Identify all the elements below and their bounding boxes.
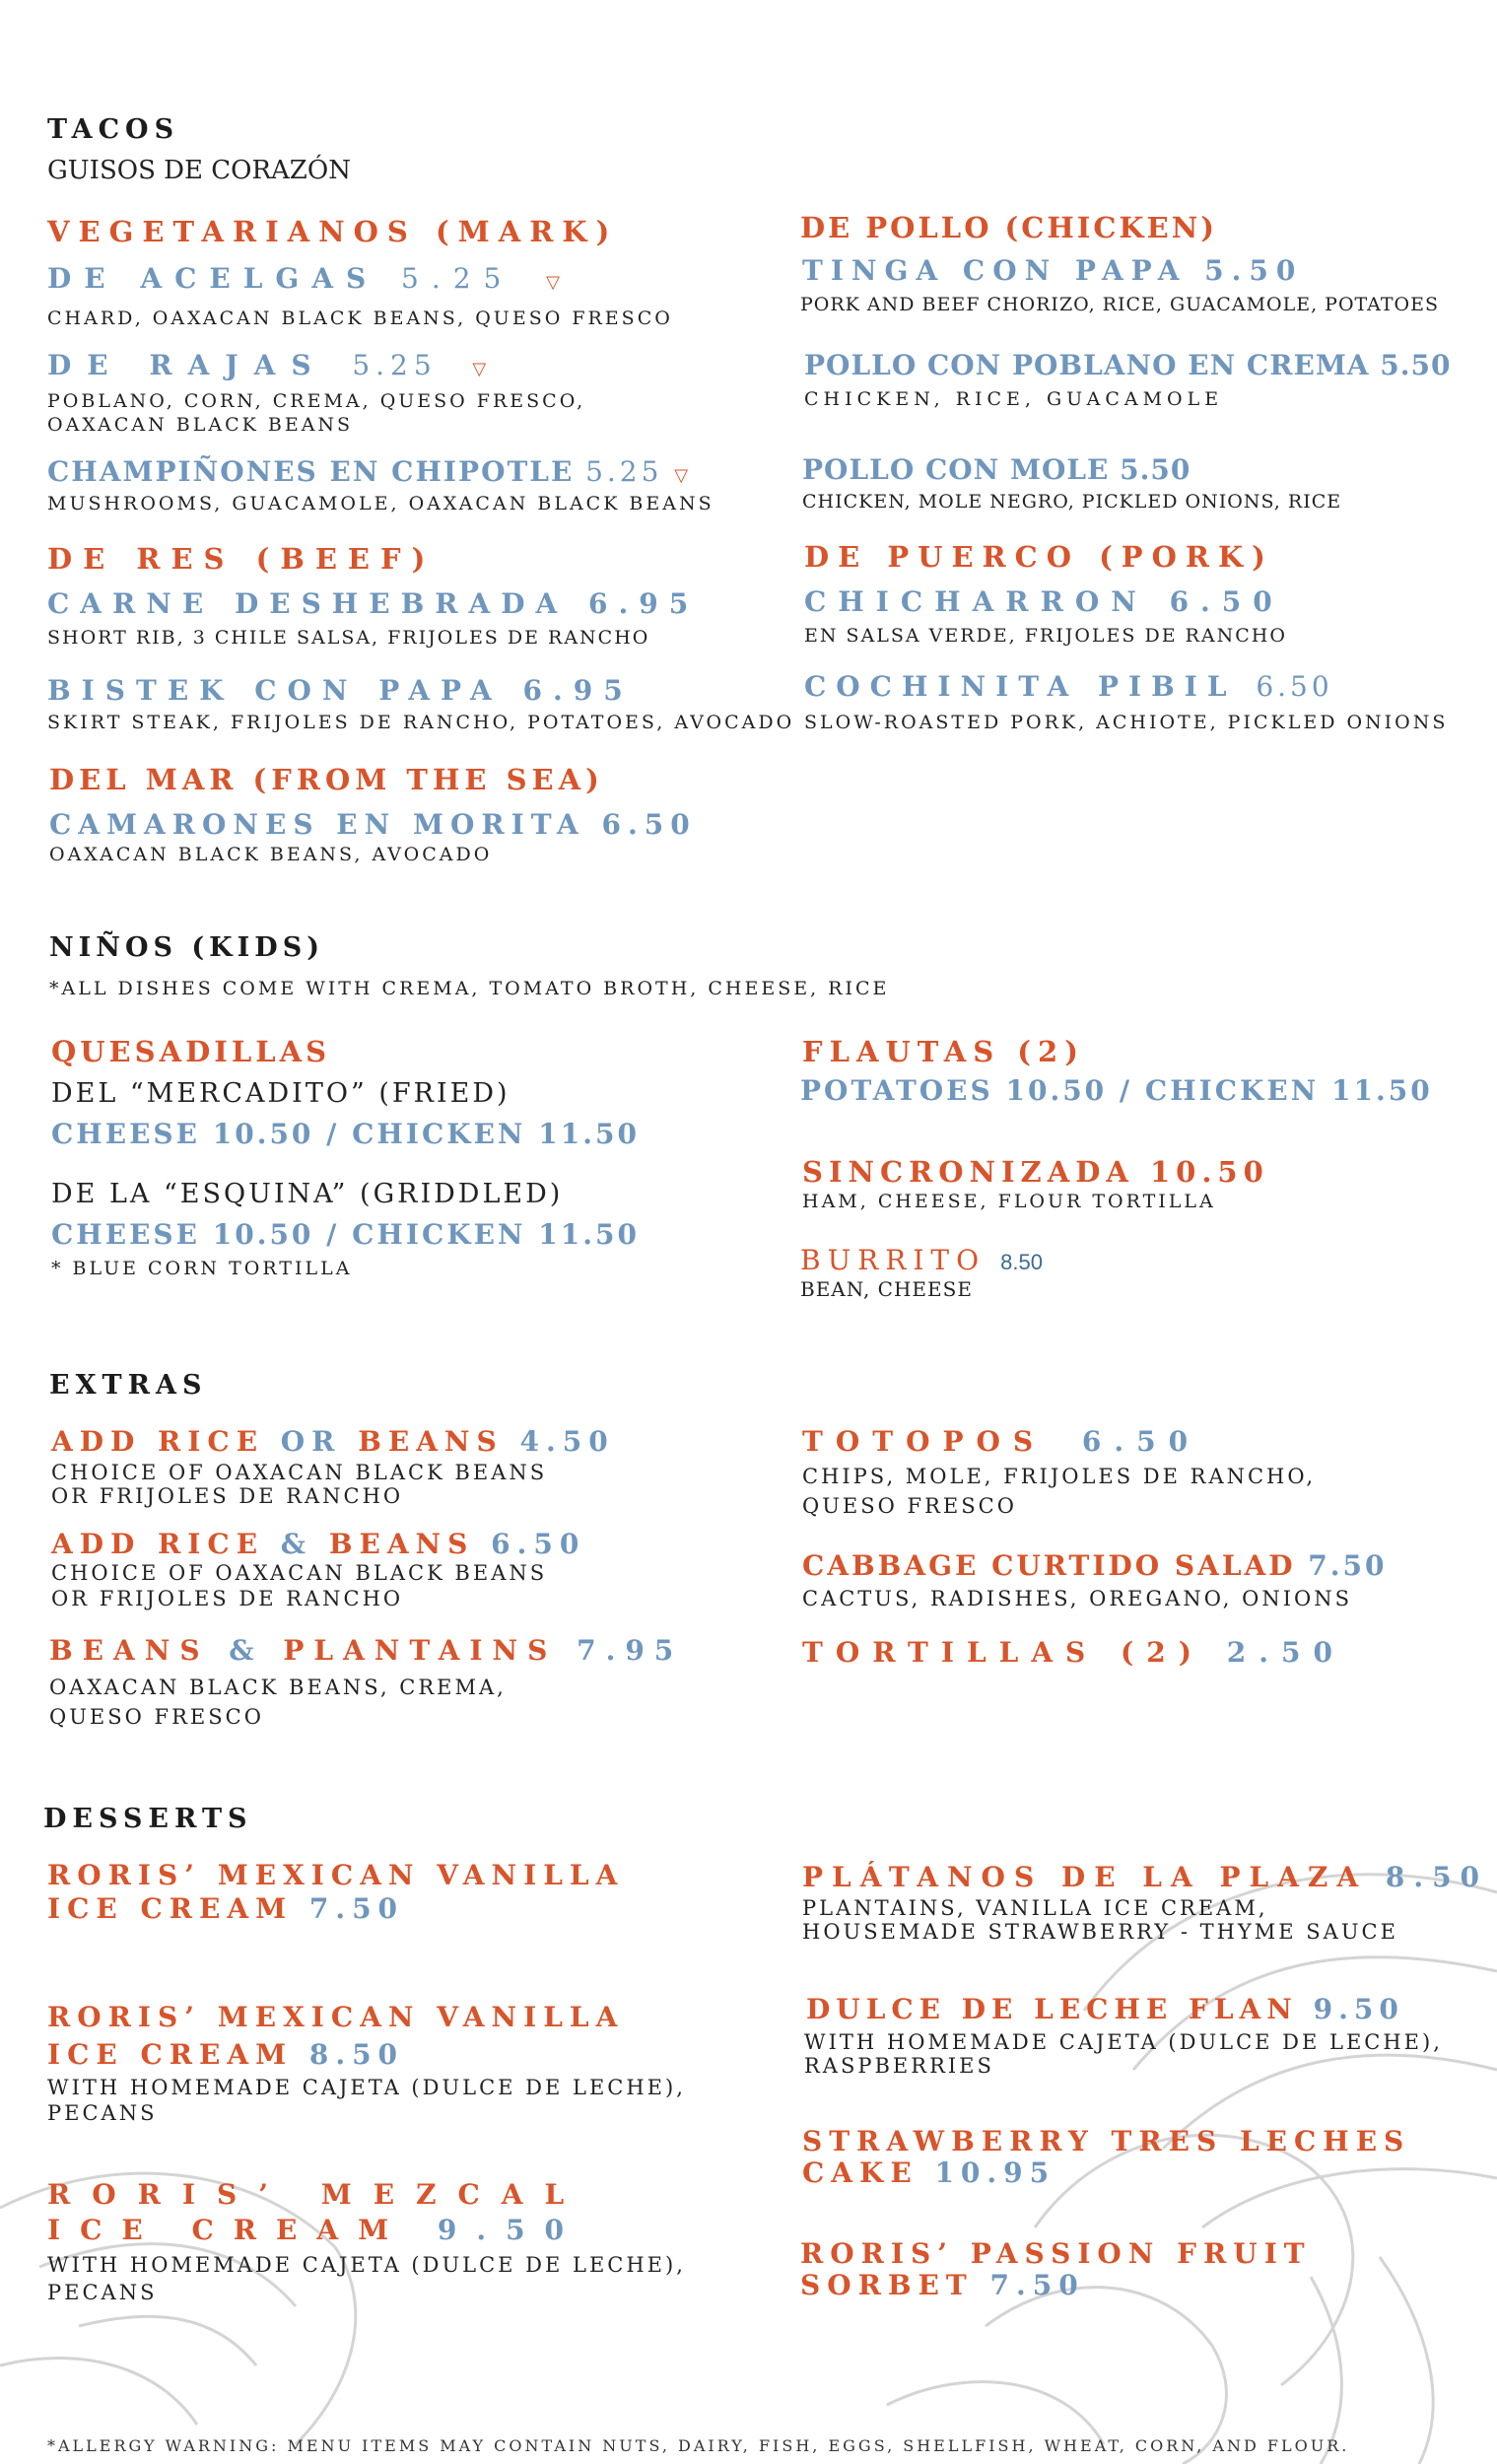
category-del-mar: DEL MAR (FROM THE SEA) (49, 763, 604, 796)
item-desc-de-acelgas: CHARD, OAXACAN BLACK BEANS, QUESO FRESCO (47, 308, 673, 329)
menu-item-de-acelgas (47, 262, 573, 295)
item-desc-cochinita-pibil: SLOW-ROASTED PORK, ACHIOTE, PICKLED ONIONS (804, 712, 1449, 733)
item-price: 5.25 (585, 455, 663, 488)
menu-item-chicharron (804, 585, 1284, 618)
menu-item-add-rice-or-beans (51, 1425, 615, 1458)
item-desc-plantains: OAXACAN BLACK BEANS, CREMA, (49, 1676, 507, 1699)
item-name: POLLO CON MOLE (802, 453, 1110, 486)
category-vegetarianos: VEGETARIANOS (MARK) (47, 215, 619, 248)
item-desc-chicharron: EN SALSA VERDE, FRIJOLES DE RANCHO (804, 625, 1287, 647)
item-name: BURRITO (800, 1244, 987, 1276)
dessert-d1-line2 (47, 1892, 404, 1925)
quesadilla-fried-prices: CHEESE 10.50 / CHICKEN 11.50 (51, 1118, 640, 1150)
dessert-d7-line1: RORIS’ PASSION FRUIT (800, 2237, 1312, 2270)
item-price: 6.50 (1169, 585, 1284, 618)
category-quesadillas: QUESADILLAS (51, 1035, 331, 1068)
item-name-a: ADD RICE (51, 1528, 265, 1560)
item-desc-rice-or: CHOICE OF OAXACAN BLACK BEANS (51, 1461, 548, 1484)
dessert-d2-line2 (47, 2038, 404, 2071)
item-name: DE RAJAS (47, 349, 327, 381)
dessert-d3-line2 (47, 2214, 583, 2246)
item-desc-camarones: OAXACAN BLACK BEANS, AVOCADO (49, 844, 493, 865)
menu-item-carne-deshebrada (47, 587, 699, 620)
item-desc-tinga-con-papa: PORK AND BEEF CHORIZO, RICE, GUACAMOLE, POTATOES (800, 294, 1439, 315)
item-name: CHAMPIÑONES EN CHIPOTLE (47, 455, 575, 488)
menu-item-de-rajas (47, 349, 502, 381)
item-name-b: BEANS (358, 1425, 504, 1458)
dessert-d6-line1: STRAWBERRY TRES LECHES (802, 2125, 1411, 2157)
item-desc-de-rajas-2: OAXACAN BLACK BEANS (47, 414, 354, 436)
menu-item-tortillas (802, 1636, 1345, 1669)
item-name: DULCE DE LECHE FLAN (806, 1993, 1298, 2025)
item-desc-totopos-2: QUESO FRESCO (802, 1494, 1017, 1518)
item-desc-cabbage: CACTUS, RADISHES, OREGANO, ONIONS (802, 1587, 1352, 1610)
item-name: TOTOPOS (802, 1425, 1047, 1458)
item-desc-rice-or-2: OR FRIJOLES DE RANCHO (51, 1484, 404, 1508)
item-conj: OR (280, 1425, 342, 1458)
item-desc-bistek-con-papa: SKIRT STEAK, FRIJOLES DE RANCHO, POTATOES, AVOCADO (47, 712, 795, 733)
item-price: 7.95 (577, 1634, 684, 1667)
quesadilla-fried-label: DEL “MERCADITO” (FRIED) (51, 1078, 510, 1109)
dessert-d3-line1: RORIS’ MEZCAL (47, 2178, 586, 2211)
item-desc-carne-deshebrada: SHORT RIB, 3 CHILE SALSA, FRIJOLES DE RANCHO (47, 627, 650, 649)
item-price: 6.95 (522, 674, 634, 707)
menu-item-camarones (49, 808, 697, 841)
item-conj: & (280, 1528, 313, 1560)
item-desc-sincronizada: HAM, CHEESE, FLOUR TORTILLA (802, 1191, 1216, 1212)
item-name: SORBET (800, 2269, 974, 2301)
item-price: 10.50 (1149, 1155, 1269, 1189)
dessert-d3-desc: WITH HOMEMADE CAJETA (DULCE DE LECHE), (47, 2253, 686, 2277)
item-price: 5.50 (1380, 349, 1452, 381)
item-name: DE ACELGAS (47, 262, 379, 295)
kids-note: *ALL DISHES COME WITH CREMA, TOMATO BROTH, CHEESE, RICE (49, 978, 890, 999)
item-name: BISTEK CON PAPA (47, 674, 503, 707)
dessert-d1-line1: RORIS’ MEXICAN VANILLA (47, 1859, 625, 1891)
item-name: COCHINITA PIBIL (804, 670, 1237, 703)
dessert-d4-desc-2: HOUSEMADE STRAWBERRY - THYME SAUCE (802, 1920, 1398, 1944)
category-de-pollo: DE POLLO (CHICKEN) (800, 211, 1217, 244)
vegetarian-marker-icon: ▽ (472, 359, 503, 379)
item-price: 8.50 (1000, 1250, 1043, 1274)
item-price: 7.50 (989, 2269, 1085, 2301)
item-name: CARNE DESHEBRADA (47, 587, 569, 620)
item-price: 9.50 (437, 2214, 584, 2246)
menu-item-add-rice-and-beans (51, 1528, 585, 1560)
quesadilla-griddled-label: DE LA “ESQUINA” (GRIDDLED) (51, 1179, 564, 1209)
item-desc-totopos: CHIPS, MOLE, FRIJOLES DE RANCHO, (802, 1465, 1317, 1488)
item-price: 5.25 (401, 262, 514, 295)
item-price: 10.95 (934, 2156, 1056, 2189)
section-title-tacos: TACOS (47, 114, 180, 145)
item-price: 6.95 (588, 587, 700, 620)
item-price: 4.50 (519, 1425, 615, 1458)
item-desc-de-rajas: POBLANO, CORN, CREMA, QUESO FRESCO, (47, 390, 586, 412)
item-name-a: ADD RICE (51, 1425, 265, 1458)
menu-item-beans-plantains (49, 1634, 683, 1667)
item-name: CABBAGE CURTIDO SALAD (802, 1549, 1296, 1582)
menu-item-cochinita-pibil (804, 670, 1333, 703)
menu-item-tinga-con-papa (802, 254, 1303, 287)
category-flautas: FLAUTAS (2) (802, 1035, 1085, 1068)
item-price: 8.50 (1385, 1861, 1489, 1893)
item-price: 6.50 (1081, 1425, 1201, 1458)
menu-item-champinones (47, 455, 690, 488)
item-name: POLLO CON POBLANO EN CREMA (804, 349, 1370, 381)
section-title-extras: EXTRAS (49, 1370, 208, 1401)
item-name-b: PLANTAINS (283, 1634, 558, 1667)
item-name: SINCRONIZADA (802, 1155, 1134, 1189)
item-name: CAMARONES EN MORITA (49, 808, 585, 841)
dessert-d2-desc-2: PECANS (47, 2101, 158, 2125)
section-title-kids: NIÑOS (KIDS) (49, 932, 324, 963)
item-name-b: BEANS (328, 1528, 475, 1560)
item-desc-plantains-2: QUESO FRESCO (49, 1705, 264, 1729)
item-desc-pollo-con-mole: CHICKEN, MOLE NEGRO, PICKLED ONIONS, RICE (802, 491, 1342, 513)
dessert-d2-desc: WITH HOMEMADE CAJETA (DULCE DE LECHE), (47, 2076, 686, 2099)
item-desc-champinones: MUSHROOMS, GUACAMOLE, OAXACAN BLACK BEANS (47, 493, 714, 514)
item-price: 7.50 (1308, 1549, 1388, 1582)
item-name: TORTILLAS (2) (802, 1636, 1204, 1669)
item-price: 9.50 (1313, 1993, 1404, 2025)
menu-item-totopos (802, 1425, 1200, 1458)
dessert-d4 (802, 1861, 1488, 1893)
item-conj: & (229, 1634, 264, 1667)
allergy-warning: *ALLERGY WARNING: MENU ITEMS MAY CONTAIN NUTS, DAIRY, FISH, EGGS, SHELLFISH, WHEAT, CORN, AND FLOUR. (47, 2436, 1350, 2455)
dessert-d3-desc-2: PECANS (47, 2281, 158, 2304)
dessert-d6-line2 (802, 2156, 1055, 2189)
vegetarian-marker-icon: ▽ (674, 465, 691, 486)
item-name: PLÁTANOS DE LA PLAZA (802, 1861, 1368, 1893)
quesadilla-griddled-prices: CHEESE 10.50 / CHICKEN 11.50 (51, 1218, 640, 1251)
menu-item-cabbage-curtido (802, 1549, 1388, 1582)
item-desc-rice-and: CHOICE OF OAXACAN BLACK BEANS (51, 1561, 548, 1585)
item-desc-rice-and-2: OR FRIJOLES DE RANCHO (51, 1587, 404, 1610)
item-name: TINGA CON PAPA (802, 254, 1188, 287)
item-desc-pollo-con-poblano: CHICKEN, RICE, GUACAMOLE (804, 388, 1224, 410)
item-name: ICE CREAM (47, 1892, 294, 1925)
item-name: CAKE (802, 2156, 919, 2189)
dessert-d4-desc: PLANTAINS, VANILLA ICE CREAM, (802, 1896, 1268, 1920)
menu-item-burrito (800, 1244, 1043, 1276)
item-price: 6.50 (601, 808, 697, 841)
item-price: 8.50 (308, 2038, 405, 2071)
category-de-res: DE RES (BEEF) (47, 542, 437, 576)
item-price: 6.50 (491, 1528, 586, 1560)
menu-item-pollo-con-mole (802, 453, 1191, 486)
item-price: 6.50 (1256, 670, 1333, 703)
quesadilla-note: * BLUE CORN TORTILLA (51, 1258, 353, 1279)
item-price: 5.50 (1204, 254, 1304, 287)
item-price: 5.50 (1120, 453, 1191, 486)
item-price: 2.50 (1226, 1636, 1345, 1669)
item-name-a: BEANS (49, 1634, 210, 1667)
item-name: ICE CREAM (47, 2038, 294, 2071)
item-name: ICE CREAM (47, 2214, 409, 2246)
flautas-prices: POTATOES 10.50 / CHICKEN 11.50 (800, 1074, 1433, 1107)
dessert-d5-desc-2: RASPBERRIES (804, 2054, 994, 2078)
dessert-d2-line1: RORIS’ MEXICAN VANILLA (47, 2001, 625, 2033)
menu-item-pollo-con-poblano (804, 349, 1451, 381)
menu-item-sincronizada (802, 1155, 1269, 1189)
item-price: 5.25 (352, 349, 438, 381)
tacos-subtitle: GUISOS DE CORAZÓN (47, 156, 351, 185)
vegetarian-marker-icon: ▽ (546, 272, 573, 293)
item-name: CHICHARRON (804, 585, 1148, 618)
item-price: 7.50 (308, 1892, 405, 1925)
item-desc-burrito: BEAN, CHEESE (800, 1277, 973, 1301)
dessert-d5-desc: WITH HOMEMADE CAJETA (DULCE DE LECHE), (804, 2030, 1443, 2054)
dessert-d5 (806, 1993, 1404, 2025)
dessert-d7-line2 (800, 2269, 1085, 2301)
section-title-desserts: DESSERTS (43, 1804, 253, 1834)
menu-item-bistek-con-papa (47, 674, 634, 707)
category-de-puerco: DE PUERCO (PORK) (804, 540, 1274, 574)
